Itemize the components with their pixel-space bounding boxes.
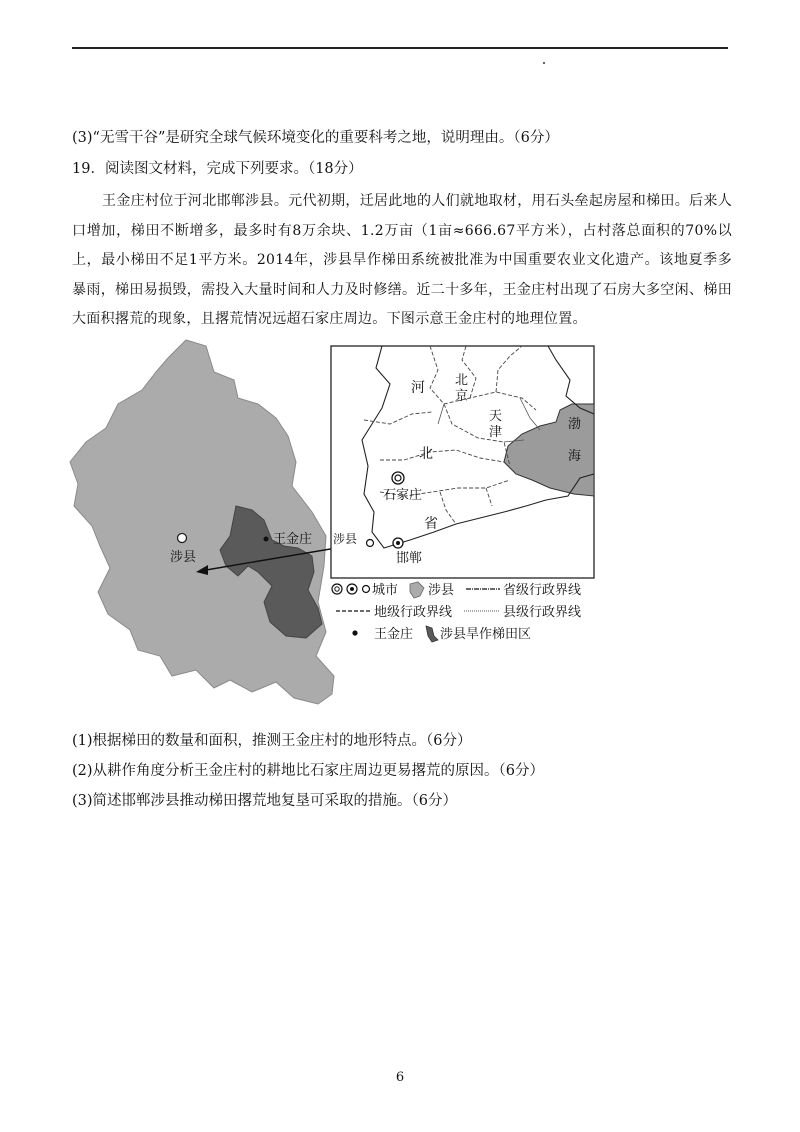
inset-label-shexian: 涉县 <box>333 532 358 546</box>
legend-provincial-label: 省级行政界线 <box>503 583 582 598</box>
question-19-3: (3)简述邯郸涉县推动梯田撂荒地复垦可采取的措施。（6分） <box>72 793 458 809</box>
inset-label-beijing-1: 北 <box>455 373 469 388</box>
question-19-title: 19．阅读图文材料，完成下列要求。（18分） <box>72 161 363 177</box>
shijiazhuang-marker-inner <box>395 475 401 481</box>
shexian-marker <box>178 534 187 543</box>
inset-label-shijiazhuang: 石家庄 <box>383 488 423 503</box>
legend-prefecture-label: 地级行政界线 <box>374 605 453 620</box>
legend-county-boundary-label: 县级行政界线 <box>503 605 582 620</box>
legend-city-symbol-3 <box>363 586 370 593</box>
inset-label-bohai-2: 海 <box>568 449 582 464</box>
legend-village-label: 王金庄 <box>374 627 414 642</box>
legend-city-label: 城市 <box>372 583 399 598</box>
question-19-2: (2)从耕作角度分析王金庄村的耕地比石家庄周边更易撂荒的原因。（6分） <box>72 763 545 779</box>
legend-terrace-symbol <box>426 626 438 642</box>
inset-label-tianjin-2: 津 <box>489 425 503 440</box>
page-number: 6 <box>395 1070 405 1085</box>
inset-label-tianjin-1: 天 <box>489 409 503 424</box>
shexian-label: 涉县 <box>170 550 197 565</box>
legend-terrace-label: 涉县旱作梯田区 <box>440 627 532 642</box>
legend-village-symbol <box>352 630 357 635</box>
wangjinzhuang-label: 王金庄 <box>273 532 313 547</box>
question-19-1: (1)根据梯田的数量和面积，推测王金庄村的地形特点。（6分） <box>72 733 472 749</box>
inset-label-handan: 邯郸 <box>396 551 423 566</box>
inset-label-beijing-2: 京 <box>455 389 469 404</box>
question-19-material: 王金庄村位于河北邯郸涉县。元代初期，迁居此地的人们就地取材，用石头垒起房屋和梯田。后来人口增加，梯田不断增多，最多时有8万余块、1.2万亩（1亩≈666.67平方米），占村落总面积的70%以上，最小梯田不足1平方米。2014年，涉县旱作梯田系统被批准为中国重要农业文化遗产。该地夏季多暴雨，梯田易损毁，需投入大量时间和人力及时修缮。近二十多年，王金庄村出现了石房大多空闲、梯田大面积撂荒的现象，且撂荒情况远超石家庄周边。下图示意王金庄村的地理位置。 <box>72 193 732 328</box>
inset-shexian-marker <box>367 540 374 547</box>
handan-marker-inner <box>396 541 400 545</box>
legend-county-label: 涉县 <box>428 583 455 598</box>
wangjinzhuang-marker <box>264 537 269 542</box>
inset-label-sheng: 省 <box>424 516 438 532</box>
inset-label-bohai-1: 渤 <box>568 417 582 432</box>
inset-label-he: 河 <box>411 380 425 396</box>
inset-label-bei: 北 <box>419 446 433 462</box>
shexian-county-shape <box>70 340 334 704</box>
legend-county-symbol <box>410 582 424 598</box>
question-18-3: (3)“无雪干谷”是研究全球气候环境变化的重要科考之地，说明理由。（6分） <box>72 130 559 146</box>
